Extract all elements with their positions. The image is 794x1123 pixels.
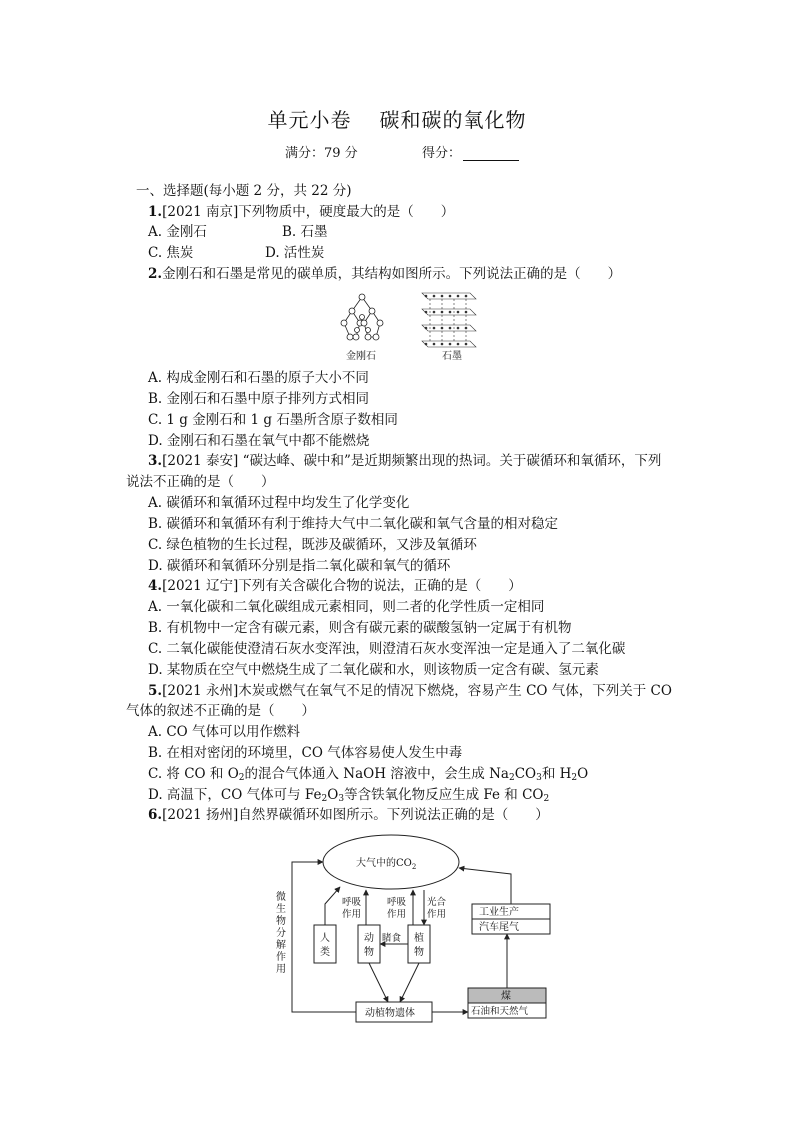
q1-option-b[interactable]: B. 石墨 xyxy=(282,224,328,240)
question-6: 6.[2021 扬州]自然界碳循环如图所示。下列说法正确的是（ ） xyxy=(148,807,549,823)
score-blank[interactable] xyxy=(463,147,519,161)
q1-option-a[interactable]: A. 金刚石 xyxy=(148,224,207,240)
section-heading: 一、选择题(每小题 2 分，共 22 分) xyxy=(136,183,352,199)
q2-option-a[interactable]: A. 构成金刚石和石墨的原子大小不同 xyxy=(148,370,369,386)
svg-text:作用: 作用 xyxy=(427,909,447,920)
industry-label: 工业生产 xyxy=(479,907,519,918)
question-1: 1.[2021 南京]下列物质中，硬度最大的是（ ） xyxy=(148,204,455,220)
q5-option-c[interactable]: C. 将 CO 和 $O_2$的混合气体通入 NaOH 溶液中，会生成 $Na_2CO_3$和 $H_2O$ xyxy=(148,766,589,783)
plant-label: 植 xyxy=(414,933,424,944)
svg-text:物: 物 xyxy=(364,947,374,958)
svg-text:分: 分 xyxy=(276,928,286,939)
question-4: 4.[2021 辽宁]下列有关含碳化合物的说法，正确的是（ ） xyxy=(148,578,522,594)
q4-option-c[interactable]: C. 二氧化碳能使澄清石灰水变浑浊，则澄清石灰水变浑浊一定是通入了二氧化碳 xyxy=(148,641,626,657)
diamond-label: 金刚石 xyxy=(346,351,376,362)
q5-option-a[interactable]: A. CO 气体可以用作燃料 xyxy=(148,724,301,740)
question-3-cont: 说法不正确的是（ ） xyxy=(126,474,275,490)
q3-option-b[interactable]: B. 碳循环和氧循环有利于维持大气中二氧化碳和氧气含量的相对稳定 xyxy=(148,516,559,532)
carbon-structure-figure xyxy=(330,287,480,367)
photosynthesis-label: 光合 xyxy=(427,897,447,908)
q2-option-d[interactable]: D. 金刚石和石墨在氧气中都不能燃烧 xyxy=(148,433,370,449)
decomposition-label xyxy=(276,890,286,975)
human-label: 人 xyxy=(320,933,330,944)
resp-label-human: 呼吸 xyxy=(342,897,362,908)
svg-text:作用: 作用 xyxy=(342,909,362,920)
title-left: 单元小卷 xyxy=(267,108,352,132)
svg-text:生: 生 xyxy=(276,904,286,915)
svg-text:解: 解 xyxy=(276,940,286,951)
q3-option-a[interactable]: A. 碳循环和氧循环过程中均发生了化学变化 xyxy=(148,495,410,511)
animal-label: 动 xyxy=(364,933,374,944)
svg-text:作: 作 xyxy=(276,952,286,963)
q1-option-c[interactable]: C. 焦炭 xyxy=(148,245,194,261)
atmosphere-label: 大气中的$CO_2$ xyxy=(356,858,417,871)
q4-option-d[interactable]: D. 某物质在空气中燃烧生成了二氧化碳和水，则该物质一定含有碳、氢元素 xyxy=(148,662,599,678)
svg-text:作用: 作用 xyxy=(387,909,407,920)
full-score: 满分：79 分 xyxy=(285,146,358,161)
title-right: 碳和碳的氧化物 xyxy=(379,108,527,132)
carbon-cycle-diagram xyxy=(270,832,560,1027)
score-line xyxy=(285,142,519,161)
svg-text:类: 类 xyxy=(320,947,330,958)
svg-text:物: 物 xyxy=(276,916,286,927)
svg-text:用: 用 xyxy=(276,964,286,975)
question-5-cont: 气体的叙述不正确的是（ ） xyxy=(126,703,315,719)
question-2: 2.金刚石和石墨是常见的碳单质，其结构如图所示。下列说法正确的是（ ） xyxy=(148,266,622,282)
coal-label: 煤 xyxy=(501,991,511,1002)
q3-option-c[interactable]: C. 绿色植物的生长过程，既涉及碳循环，又涉及氧循环 xyxy=(148,537,477,553)
graphite-atoms xyxy=(425,295,468,346)
q4-option-b[interactable]: B. 有机物中一定含有碳元素，则含有碳元素的碳酸氢钠一定属于有机物 xyxy=(148,620,572,636)
exhaust-label: 汽车尾气 xyxy=(479,922,519,933)
resp-label-plant: 呼吸 xyxy=(387,897,407,908)
graphite-label: 石墨 xyxy=(442,351,462,362)
q5-option-b[interactable]: B. 在相对密闭的环境里，CO 气体容易使人发生中毒 xyxy=(148,745,463,761)
q4-option-a[interactable]: A. 一氧化碳和二氧化碳组成元素相同，则二者的化学性质一定相同 xyxy=(148,599,545,615)
diamond-structure xyxy=(341,294,383,340)
q1-option-d[interactable]: D. 活性炭 xyxy=(265,245,325,261)
score-label: 得分： xyxy=(421,146,461,161)
q2-option-c[interactable]: C. 1 g 金刚石和 1 g 石墨所含原子数相同 xyxy=(148,412,398,428)
graphite-structure xyxy=(422,293,476,347)
q5-option-d[interactable]: D. 高温下，CO 气体可与 $Fe_2O_3$等含铁氧化物反应生成 Fe 和 $CO_2$ xyxy=(148,787,550,804)
oil-gas-label: 石油和天然气 xyxy=(471,1006,529,1017)
q3-option-d[interactable]: D. 碳循环和氧循环分别是指二氧化碳和氧气的循环 xyxy=(148,558,451,574)
eaten-label: 睹食 xyxy=(382,933,402,944)
remains-label: 动植物遗体 xyxy=(365,1008,415,1019)
question-5: 5.[2021 永州]木炭或燃气在氧气不足的情况下燃烧，容易产生 CO 气体，下列关于 CO xyxy=(148,683,672,699)
question-3: 3.[2021 泰安] “碳达峰、碳中和”是近期频繁出现的热词。关于碳循环和氧循环，下列 xyxy=(148,453,662,469)
svg-text:微: 微 xyxy=(276,892,286,903)
q2-option-b[interactable]: B. 金刚石和石墨中原子排列方式相同 xyxy=(148,391,370,407)
page-title xyxy=(0,104,794,133)
svg-text:物: 物 xyxy=(414,947,424,958)
